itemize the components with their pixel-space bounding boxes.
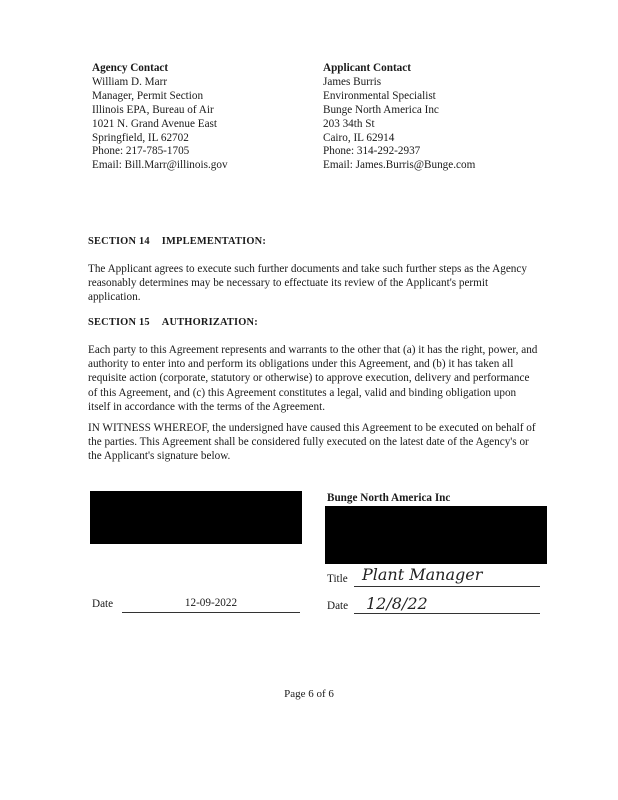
agency-contact-city: Springfield, IL 62702: [92, 131, 189, 144]
applicant-contact-name: James Burris: [323, 75, 382, 88]
applicant-contact-phone: Phone: 314-292-2937: [323, 145, 421, 158]
applicant-title-label: Title: [327, 573, 348, 585]
applicant-title-handwritten: Plant Manager: [362, 565, 483, 584]
applicant-title-line: [354, 586, 540, 587]
agency-contact-email: Email: Bill.Marr@illinois.gov: [92, 159, 228, 172]
applicant-date-line: [354, 613, 540, 614]
applicant-contact-street: 203 34th St: [323, 117, 375, 130]
applicant-company-name: Bunge North America Inc: [327, 492, 451, 504]
section-15-text-2: IN WITNESS WHEREOF, the undersigned have caused this Agreement to be executed on behalf of the parties. This Agreement shall be considered fully executed on the latest date of the Agency's or the Applicant's signature below.: [88, 422, 536, 463]
applicant-contact-block: [323, 62, 543, 173]
section-14-heading: [88, 236, 266, 247]
agency-contact-org: Illinois EPA, Bureau of Air: [92, 103, 214, 116]
section-15-text-1: Each party to this Agreement represents and warrants to the other that (a) it has the right, power, and authority to enter into and perform its obligations under this Agreement, and (b) it has taken all requisite action (corporate, statutory or otherwise) to approve execution, delivery and performance of this Agreement, and (c) this Agreement constitutes a legal, valid and binding obligation upon itself in accordance with the terms of the Agreement.: [88, 344, 538, 413]
applicant-contact-org: Bunge North America Inc: [323, 103, 439, 116]
agency-contact-title: Manager, Permit Section: [92, 89, 204, 102]
agency-date-label: Date: [92, 598, 114, 610]
applicant-contact-city: Cairo, IL 62914: [323, 131, 395, 144]
applicant-contact-heading: Applicant Contact: [323, 62, 411, 74]
section-14-title: IMPLEMENTATION:: [161, 236, 266, 247]
agency-contact-heading: Agency Contact: [92, 62, 169, 74]
agency-date-line: [122, 612, 300, 613]
agency-signature-redaction: [90, 491, 302, 544]
agency-contact-phone: Phone: 217-785-1705: [92, 145, 190, 158]
page-number: Page 6 of 6: [284, 688, 334, 700]
agency-contact-block: [92, 62, 302, 173]
applicant-date-label: Date: [327, 600, 349, 612]
agency-contact-street: 1021 N. Grand Avenue East: [92, 117, 218, 130]
section-15-heading: [88, 317, 258, 328]
applicant-contact-email: Email: James.Burris@Bunge.com: [323, 159, 476, 172]
applicant-signature-redaction: [325, 506, 547, 564]
section-14-text: The Applicant agrees to execute such further documents and take such further steps as the Agency reasonably determines may be necessary to effectuate its review of the Applicant's permit application.: [88, 263, 527, 304]
applicant-date-handwritten: 12/8/22: [366, 594, 428, 613]
section-15-number: SECTION 15: [88, 317, 150, 328]
section-15-title: AUTHORIZATION:: [161, 317, 258, 328]
section-14-number: SECTION 14: [88, 236, 150, 247]
agency-date-value: 12-09-2022: [184, 597, 238, 609]
agency-contact-name: William D. Marr: [92, 75, 168, 88]
applicant-contact-title: Environmental Specialist: [323, 89, 436, 102]
